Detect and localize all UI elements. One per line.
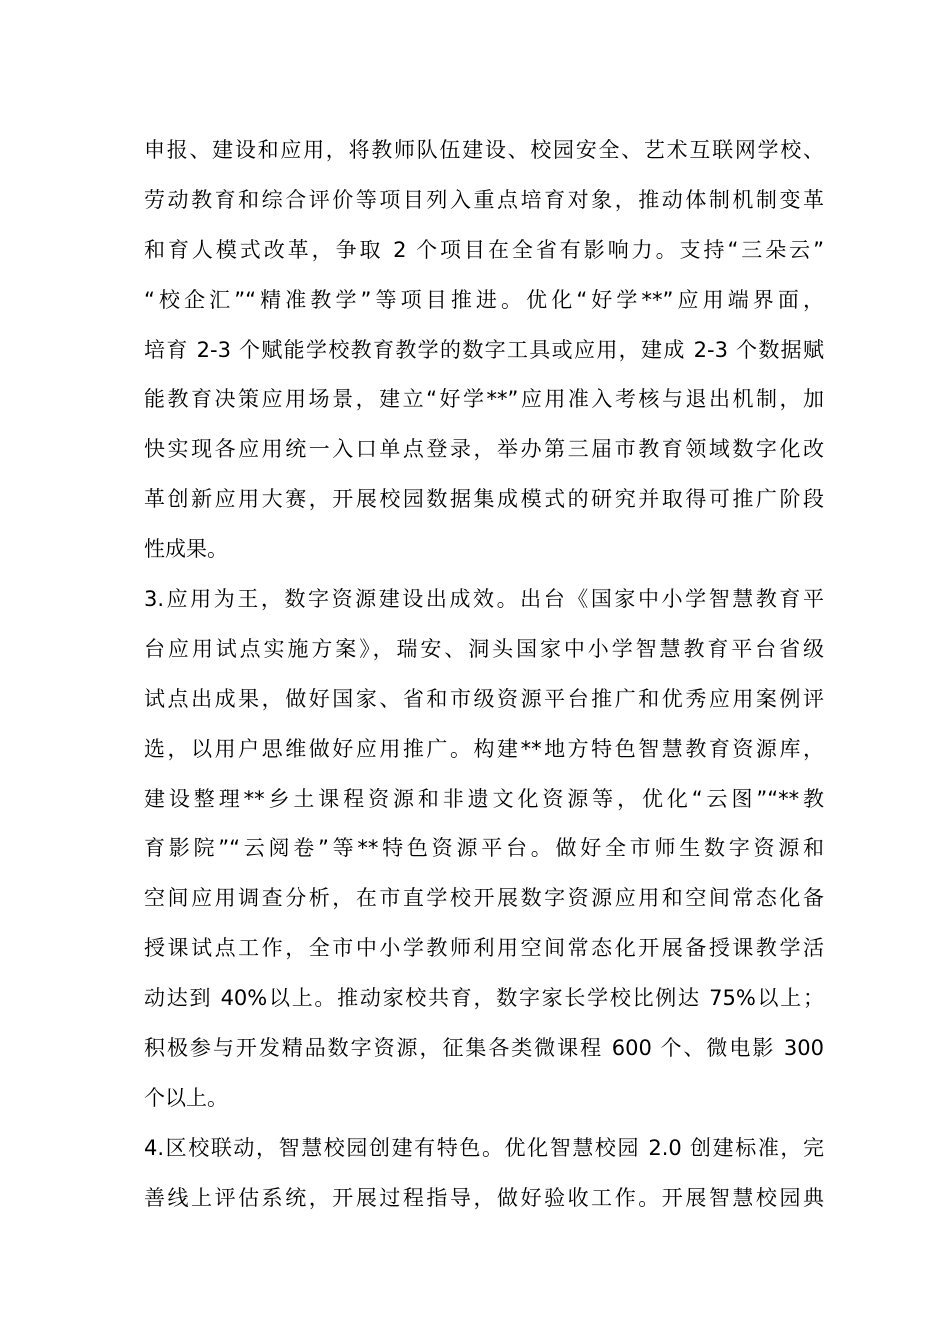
text-line: 能教育决策应用场景，建立“好学**”应用准入考核与退出机制，加: [144, 387, 824, 412]
text-line: 选，以用户思维做好应用推广。构建**地方特色智慧教育资源库，: [144, 736, 824, 761]
text-line: 授课试点工作，全市中小学教师利用空间常态化开展备授课教学活: [144, 936, 824, 961]
text-line: 3.应用为王，数字资源建设出成效。出台《国家中小学智慧教育平: [144, 587, 824, 612]
text-line: 革创新应用大赛，开展校园数据集成模式的研究并取得可推广阶段: [144, 487, 824, 512]
text-line: 台应用试点实施方案》，瑞安、洞头国家中小学智慧教育平台省级: [144, 636, 824, 661]
body-text: [144, 126, 824, 1224]
text-line: 劳动教育和综合评价等项目列入重点培育对象，推动体制机制变革: [144, 187, 824, 212]
text-line: 性成果。: [144, 537, 228, 562]
text-line: 个以上。: [144, 1085, 228, 1110]
text-line: 动达到 40%以上。推动家校共育，数字家长学校比例达 75%以上；: [144, 986, 824, 1011]
text-line: “校企汇”“精准教学”等项目推进。优化“好学**”应用端界面，: [144, 287, 824, 312]
text-line: 培育 2-3 个赋能学校教育教学的数字工具或应用，建成 2-3 个数据赋: [144, 337, 824, 362]
text-line: 积极参与开发精品数字资源，征集各类微课程 600 个、微电影 300: [144, 1036, 824, 1061]
text-line: 快实现各应用统一入口单点登录，举办第三届市教育领域数字化改: [144, 437, 824, 462]
text-line: 试点出成果，做好国家、省和市级资源平台推广和优秀应用案例评: [144, 686, 824, 711]
text-line: 善线上评估系统，开展过程指导，做好验收工作。开展智慧校园典: [144, 1185, 824, 1210]
text-line: 4.区校联动，智慧校园创建有特色。优化智慧校园 2.0 创建标准，完: [144, 1135, 824, 1160]
text-line: 和育人模式改革，争取 2 个项目在全省有影响力。支持“三朵云”: [144, 237, 824, 262]
text-line: 空间应用调查分析，在市直学校开展数字资源应用和空间常态化备: [144, 886, 824, 911]
text-line: 申报、建设和应用，将教师队伍建设、校园安全、艺术互联网学校、: [144, 138, 824, 162]
text-line: 育影院”“云阅卷”等**特色资源平台。做好全市师生数字资源和: [144, 836, 824, 861]
text-line: 建设整理**乡土课程资源和非遗文化资源等，优化“云图”“**教: [144, 786, 824, 811]
